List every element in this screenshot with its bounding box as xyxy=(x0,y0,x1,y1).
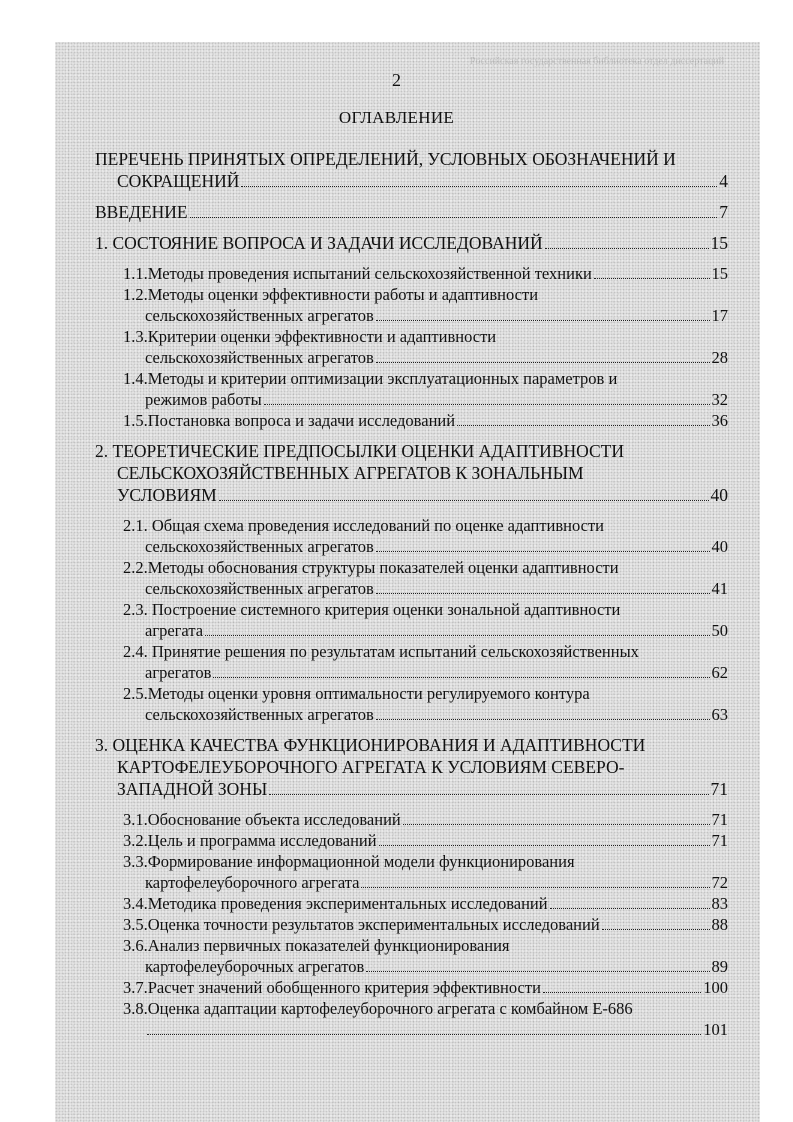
toc-chapter-entry xyxy=(95,148,728,192)
toc-entry-text: 3.7.Расчет значений обобщенного критерия эффективности xyxy=(123,978,541,997)
toc-section-entry xyxy=(95,893,728,914)
toc-entry-text: 3. ОЦЕНКА КАЧЕСТВА ФУНКЦИОНИРОВАНИЯ И АДАПТИВНОСТИ xyxy=(95,735,646,755)
dot-leader xyxy=(264,404,710,405)
toc-chapter-entry xyxy=(95,734,728,800)
toc-page-number: 89 xyxy=(711,957,728,976)
toc-entry-text: картофелеуборочных агрегатов xyxy=(145,957,365,976)
toc-page-number: 36 xyxy=(711,411,728,430)
toc-entry-text: ЗАПАДНОЙ ЗОНЫ xyxy=(117,779,268,799)
toc-section-entry xyxy=(95,935,728,977)
toc-page-number: 71 xyxy=(711,810,728,829)
dot-leader xyxy=(219,500,709,501)
toc-page-number: 101 xyxy=(703,1020,728,1039)
toc-page-number: 7 xyxy=(719,202,728,222)
toc-entry-text: 2.5.Методы оценки уровня оптимальности регулируемого контура xyxy=(123,684,590,703)
toc-chapter-entry xyxy=(95,232,728,254)
toc-page-number: 62 xyxy=(711,663,728,682)
dot-leader xyxy=(543,992,701,993)
toc-section-entry xyxy=(95,326,728,368)
toc-entry-text: 2.3. Построение системного критерия оценки зональной адаптивности xyxy=(123,600,621,619)
toc-page-number: 28 xyxy=(711,348,728,367)
toc-section-entry xyxy=(95,851,728,893)
toc-entry-text: картофелеуборочного агрегата xyxy=(145,873,360,892)
toc-page-number: 40 xyxy=(711,537,728,556)
toc-page-number: 41 xyxy=(711,579,728,598)
toc-section-entry xyxy=(95,263,728,284)
dot-leader xyxy=(213,677,709,678)
toc-section-entry xyxy=(95,410,728,431)
toc-section-entry xyxy=(95,368,728,410)
toc-entry-text: 3.2.Цель и программа исследований xyxy=(123,831,377,850)
toc-entry-text: 1.5.Постановка вопроса и задачи исследований xyxy=(123,411,456,430)
toc-page-number: 71 xyxy=(710,779,728,799)
dot-leader xyxy=(361,887,709,888)
toc-section-entry xyxy=(95,830,728,851)
toc-page-number: 32 xyxy=(711,390,728,409)
dot-leader xyxy=(190,217,718,218)
dot-leader xyxy=(602,929,710,930)
toc-section-entry xyxy=(95,809,728,830)
toc-entry-text: 2. ТЕОРЕТИЧЕСКИЕ ПРЕДПОСЫЛКИ ОЦЕНКИ АДАПТИВНОСТИ xyxy=(95,441,624,461)
toc-section-entry xyxy=(95,284,728,326)
toc-entry-text: 3.6.Анализ первичных показателей функционирования xyxy=(123,936,510,955)
library-stamp: Российская государственная библиотека отдел диссертаций xyxy=(470,56,725,67)
toc-section-entry xyxy=(95,998,728,1040)
toc-page-number: 15 xyxy=(711,264,728,283)
toc-page-number: 83 xyxy=(711,894,728,913)
toc-chapter-entry xyxy=(95,440,728,506)
dot-leader xyxy=(550,908,710,909)
dot-leader xyxy=(269,794,708,795)
table-of-contents xyxy=(95,148,728,1040)
toc-page-number: 15 xyxy=(710,233,728,253)
toc-entry-text: ВВЕДЕНИЕ xyxy=(95,202,188,222)
toc-page-number: 50 xyxy=(711,621,728,640)
toc-section-entry xyxy=(95,599,728,641)
toc-entry-text: сельскохозяйственных агрегатов xyxy=(145,348,374,367)
toc-entry-text: режимов работы xyxy=(145,390,262,409)
toc-entry-text: СЕЛЬСКОХОЗЯЙСТВЕННЫХ АГРЕГАТОВ К ЗОНАЛЬНЫМ xyxy=(117,463,584,483)
dot-leader xyxy=(241,186,717,187)
toc-entry-text: 3.8.Оценка адаптации картофелеуборочного агрегата с комбайном Е-686 xyxy=(123,999,633,1018)
toc-section-entry xyxy=(95,557,728,599)
toc-chapter-entry xyxy=(95,201,728,223)
dot-leader xyxy=(376,320,710,321)
dot-leader xyxy=(403,824,710,825)
toc-entry-text: СОКРАЩЕНИЙ xyxy=(117,171,240,191)
toc-entry-text: 2.1. Общая схема проведения исследований по оценке адаптивности xyxy=(123,516,605,535)
dot-leader xyxy=(594,278,710,279)
page-number: 2 xyxy=(392,70,401,90)
toc-section-entry xyxy=(95,977,728,998)
toc-entry-text: агрегата xyxy=(145,621,204,640)
toc-entry-text: 1.1.Методы проведения испытаний сельскохозяйственной техники xyxy=(123,264,592,283)
toc-entry-text: 2.2.Методы обоснования структуры показателей оценки адаптивности xyxy=(123,558,619,577)
dot-leader xyxy=(366,971,709,972)
toc-entry-text: сельскохозяйственных агрегатов xyxy=(145,306,374,325)
dot-leader xyxy=(376,551,710,552)
toc-section-entry xyxy=(95,641,728,683)
toc-page-number: 4 xyxy=(719,171,728,191)
toc-entry-text: 1.3.Критерии оценки эффективности и адаптивности xyxy=(123,327,497,346)
dot-leader xyxy=(457,425,709,426)
toc-page-number: 17 xyxy=(711,306,728,325)
toc-entry-text: 1.4.Методы и критерии оптимизации эксплуатационных параметров и xyxy=(123,369,618,388)
toc-entry-text: сельскохозяйственных агрегатов xyxy=(145,705,374,724)
toc-entry-text: УСЛОВИЯМ xyxy=(117,485,217,505)
dot-leader xyxy=(376,593,710,594)
toc-section-entry xyxy=(95,515,728,557)
toc-entry-text: 3.5.Оценка точности результатов экспериментальных исследований xyxy=(123,915,600,934)
dot-leader xyxy=(205,635,709,636)
toc-entry-text: сельскохозяйственных агрегатов xyxy=(145,579,374,598)
toc-page-number: 72 xyxy=(711,873,728,892)
dot-leader xyxy=(376,362,710,363)
toc-page-number: 88 xyxy=(711,915,728,934)
toc-page-number: 63 xyxy=(711,705,728,724)
toc-entry-text: 3.1.Обоснование объекта исследований xyxy=(123,810,401,829)
toc-entry-text: агрегатов xyxy=(145,663,212,682)
dot-leader xyxy=(379,845,710,846)
toc-entry-text: 1.2.Методы оценки эффективности работы и адаптивности xyxy=(123,285,539,304)
toc-section-entry xyxy=(95,683,728,725)
toc-entry-text: 1. СОСТОЯНИЕ ВОПРОСА И ЗАДАЧИ ИССЛЕДОВАНИЙ xyxy=(95,233,543,253)
toc-entry-text: 2.4. Принятие решения по результатам испытаний сельскохозяйственных xyxy=(123,642,639,661)
toc-entry-text: 3.3.Формирование информационной модели функционирования xyxy=(123,852,575,871)
toc-entry-text: 3.4.Методика проведения экспериментальных исследований xyxy=(123,894,548,913)
toc-entry-text: сельскохозяйственных агрегатов xyxy=(145,537,374,556)
toc-page-number: 100 xyxy=(703,978,728,997)
toc-page-number: 71 xyxy=(711,831,728,850)
toc-section-entry xyxy=(95,914,728,935)
toc-title: ОГЛАВЛЕНИЕ xyxy=(338,108,455,127)
dot-leader xyxy=(376,719,710,720)
dot-leader xyxy=(147,1034,701,1035)
dot-leader xyxy=(545,248,709,249)
toc-entry-text: КАРТОФЕЛЕУБОРОЧНОГО АГРЕГАТА К УСЛОВИЯМ СЕВЕРО- xyxy=(117,757,625,777)
toc-page-number: 40 xyxy=(710,485,728,505)
toc-entry-text: ПЕРЕЧЕНЬ ПРИНЯТЫХ ОПРЕДЕЛЕНИЙ, УСЛОВНЫХ ОБОЗНАЧЕНИЙ И xyxy=(95,149,676,169)
